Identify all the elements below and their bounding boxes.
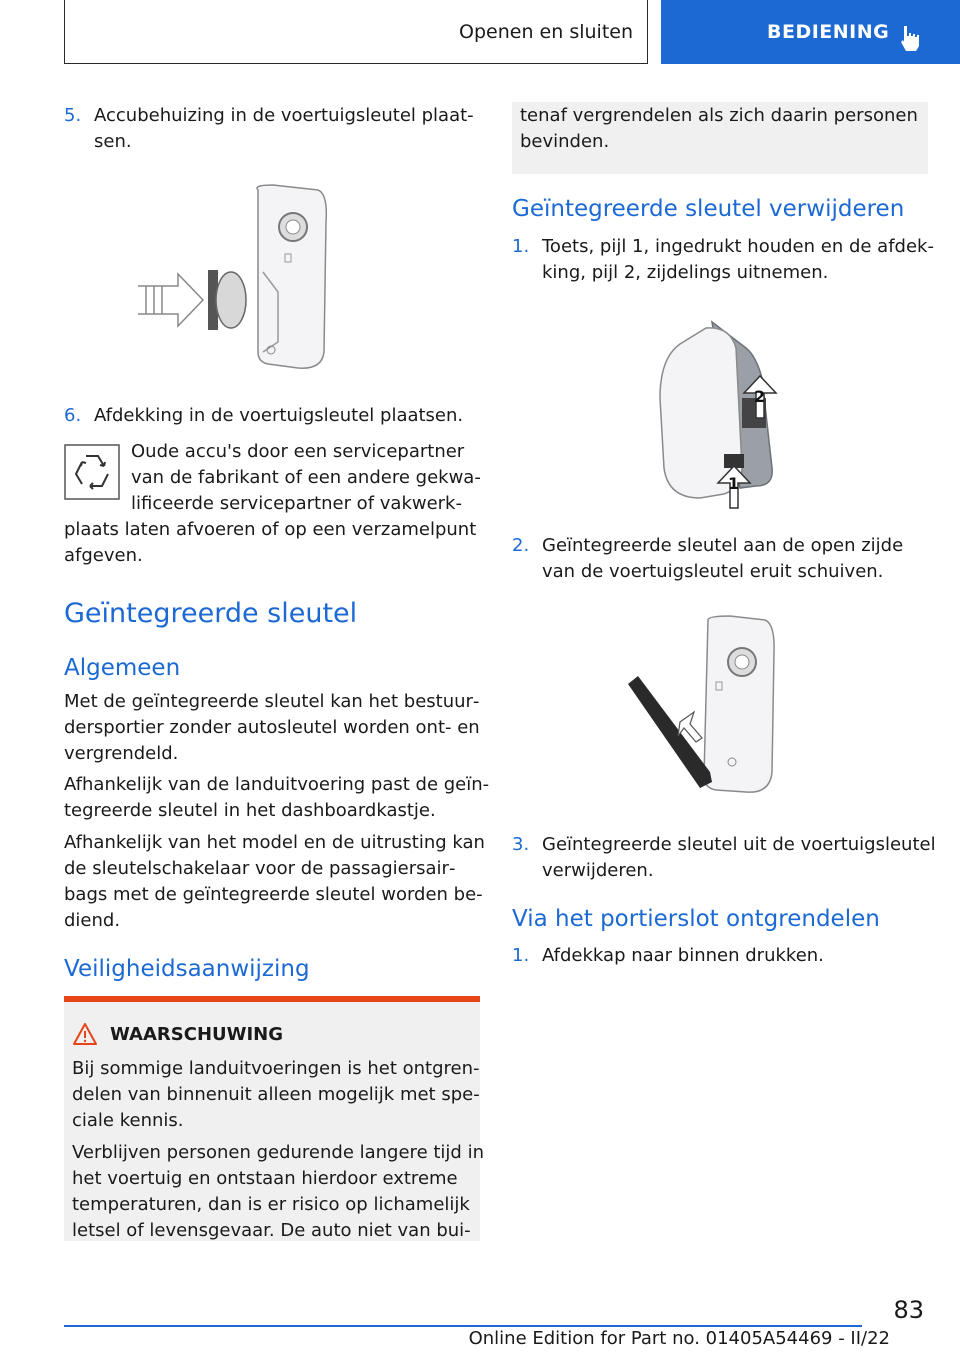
- recycle-note-line5: afgeven.: [64, 545, 143, 566]
- general-p3-line4: diend.: [64, 910, 121, 931]
- warning-cont-line2: bevinden.: [520, 131, 610, 152]
- general-p1-line3: vergrendeld.: [64, 743, 179, 764]
- general-p3-line2: de sleutelschakelaar voor de passagiersair‐: [64, 858, 456, 879]
- warning-triangle-icon: [72, 1022, 98, 1046]
- section-title: BEDIENING: [767, 21, 890, 43]
- warning-p2-line3: temperaturen, dan is er risico op lichamelijk: [72, 1194, 470, 1215]
- general-p1-line2: dersportier zonder autosleutel worden ont- en: [64, 717, 480, 738]
- step-6-text: Afdekking in de voertuigsleutel plaatsen.: [94, 405, 464, 426]
- heading-general: Algemeen: [64, 655, 181, 681]
- page-number: 83: [893, 1296, 924, 1324]
- general-p1-line1: Met de geïntegreerde sleutel kan het bestuur‐: [64, 691, 480, 712]
- recycle-icon: [64, 444, 120, 500]
- cover-removal-illustration: [650, 318, 790, 518]
- warning-cont-line1: tenaf vergrendelen als zich daarin personen: [520, 105, 918, 126]
- remove-step-2-line1: Geïntegreerde sleutel aan de open zijde: [542, 535, 904, 556]
- remove-step-3-line2: verwijderen.: [542, 860, 654, 881]
- heading-remove-key: Geïntegreerde sleutel verwijderen: [512, 196, 905, 222]
- step-5-text-line1: Accubehuizing in de voertuigsleutel plaat‐: [94, 105, 474, 126]
- hand-pointer-icon: [898, 24, 922, 52]
- key-slide-illustration: [620, 612, 790, 802]
- chapter-tab: [64, 0, 648, 64]
- door-step-1-text: Afdekkap naar binnen drukken.: [542, 945, 824, 966]
- warning-p1-line3: ciale kennis.: [72, 1110, 184, 1131]
- step-6-number: 6.: [64, 405, 82, 426]
- step-5-number: 5.: [64, 105, 82, 126]
- remove-step-3-line1: Geïntegreerde sleutel uit de voertuigsleutel: [542, 834, 936, 855]
- recycle-note-line2: van de fabrikant of een andere gekwa‐: [131, 467, 481, 488]
- footer-rule: [64, 1325, 862, 1327]
- warning-p1-line1: Bij sommige landuitvoeringen is het ontgren‐: [72, 1058, 480, 1079]
- footer-edition: Online Edition for Part no. 01405A54469 - II/22: [468, 1328, 890, 1349]
- warning-bar: [64, 996, 480, 1002]
- remove-step-1-line2: king, pijl 2, zijdelings uitnemen.: [542, 262, 829, 283]
- remove-step-1-line1: Toets, pijl 1, ingedrukt houden en de afdek‐: [542, 236, 934, 257]
- recycle-note-line4: plaats laten afvoeren of op een verzamelpunt: [64, 519, 477, 540]
- warning-p1-line2: delen van binnenuit alleen mogelijk met spe‐: [72, 1084, 480, 1105]
- chapter-title: Openen en sluiten: [459, 20, 633, 43]
- remove-step-2-line2: van de voertuigsleutel eruit schuiven.: [542, 561, 884, 582]
- remove-step-2-number: 2.: [512, 535, 530, 556]
- remove-step-3-number: 3.: [512, 834, 530, 855]
- recycle-note-line1: Oude accu's door een servicepartner: [131, 441, 465, 462]
- heading-safety: Veiligheidsaanwijzing: [64, 956, 310, 982]
- warning-p2-line4: letsel of levensgevaar. De auto niet van bui‐: [72, 1220, 471, 1241]
- remove-step-1-number: 1.: [512, 236, 530, 257]
- recycle-note-line3: lificeerde servicepartner of vakwerk‐: [131, 493, 462, 514]
- general-p3-line3: bags met de geïntegreerde sleutel worden be‐: [64, 884, 483, 905]
- figure-arrow-label-2: 2: [754, 387, 766, 406]
- figure-arrow-label-1: 1: [728, 474, 740, 493]
- heading-door-lock: Via het portierslot ontgrendelen: [512, 906, 880, 932]
- warning-p2-line2: het voertuig en ontstaan hierdoor extreme: [72, 1168, 458, 1189]
- general-p2-line1: Afhankelijk van de landuitvoering past de geïn‐: [64, 774, 490, 795]
- general-p3-line1: Afhankelijk van het model en de uitrusting kan: [64, 832, 485, 853]
- general-p2-line2: tegreerde sleutel in het dashboardkastje.: [64, 800, 436, 821]
- section-tab: [661, 0, 960, 64]
- heading-integrated-key: Geïntegreerde sleutel: [64, 598, 358, 629]
- step-5-text-line2: sen.: [94, 131, 132, 152]
- battery-insert-illustration: [128, 182, 338, 374]
- warning-p2-line1: Verblijven personen gedurende langere tijd in: [72, 1142, 484, 1163]
- door-step-1-number: 1.: [512, 945, 530, 966]
- warning-title: WAARSCHUWING: [110, 1024, 284, 1045]
